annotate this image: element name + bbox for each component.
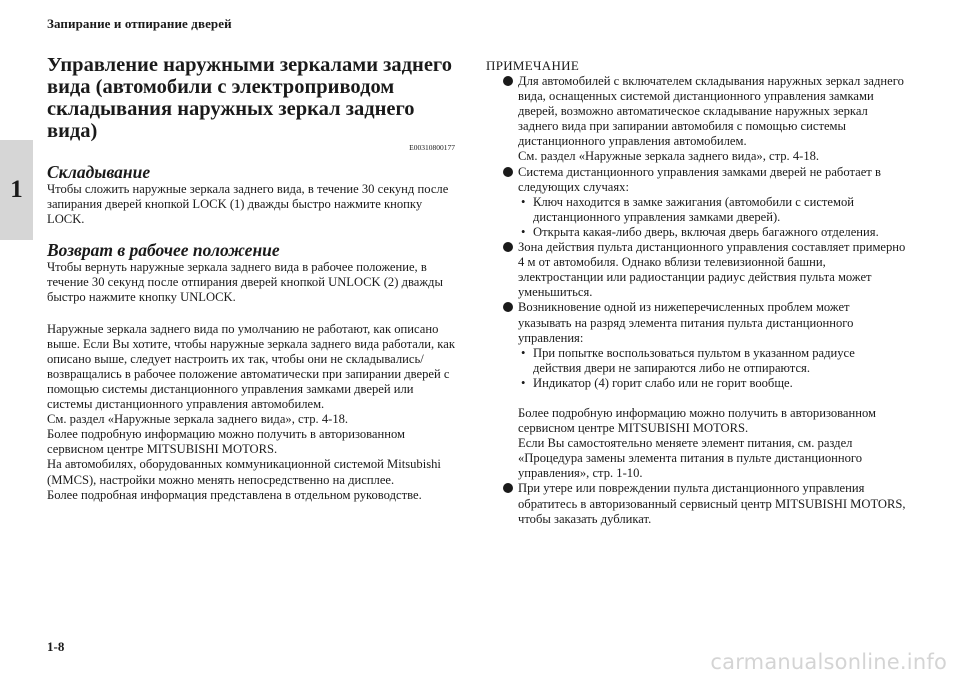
note-item — [486, 481, 906, 526]
chapter-number: 1 — [10, 176, 23, 203]
sub-list-item: • При попытке воспользоваться пультом в указанном радиусе действия двери не запираются либо не отпираются. — [521, 345, 855, 375]
reference-paragraph: См. раздел «Наружные зеркала заднего вида», стр. 4-18. — [47, 412, 349, 427]
return-text: Чтобы вернуть наружные зеркала заднего вида в рабочее положение, в течение 30 секунд после отпирания дверей кнопкой UNLOCK (2) дважды быстро нажмите кнопку UNLOCK. — [47, 260, 443, 305]
note-text: Для автомобилей с включателем складывания наружных зеркал заднего вида, оснащенных системой дистанционного управления замками дверей, возможно автоматическое складывание наружных зеркал заднего вида при запирании автомобиля с помощью системы дистанционного управления автомобилем. — [518, 74, 904, 149]
section-heading: Управление наружными зеркалами заднего вида (автомобили с электроприводом складывания наружных зеркал заднего вида) — [47, 54, 452, 142]
note-text: Система дистанционного управления замками дверей не работает в следующих случаях: — [518, 164, 881, 194]
note-reference: См. раздел «Наружные зеркала заднего вида», стр. 4-18. — [518, 149, 820, 164]
sub-list-item: • Ключ находится в замке зажигания (автомобили с системой дистанционного управления замками дверей). — [521, 194, 855, 224]
subsection-folding-title: Складывание — [47, 162, 151, 182]
manual-paragraph: Более подробная информация представлена в отдельном руководстве. — [47, 487, 422, 502]
note-title: ПРИМЕЧАНИЕ — [486, 58, 580, 73]
note-text: Возникновение одной из нижеперечисленных проблем может указывать на разряд элемента питания пульта дистанционного управления: — [518, 300, 854, 345]
sub-list-item: • Индикатор (4) горит слабо или не горит вообще. — [521, 375, 793, 390]
note-item — [486, 300, 906, 481]
left-column — [47, 54, 455, 503]
note-text: Зона действия пульта дистанционного управления составляет примерно 4 м от автомобиля. Однако вблизи телевизионной башни, электростанции или радиостанции радиус действия пульта может уменьшиться. — [518, 240, 906, 300]
watermark: carmanualsonline.info — [710, 650, 947, 674]
bullet-icon — [503, 76, 513, 86]
mmcs-paragraph: На автомобилях, оборудованных коммуникационной системой Mitsubishi (MMCS), настройки можно менять непосредственно на дисплее. — [47, 457, 441, 487]
sub-list — [518, 346, 906, 391]
service-paragraph: Более подробную информацию можно получить в авторизованном сервисном центре MITSUBISHI MOTORS. — [47, 427, 406, 457]
running-header: Запирание и отпирание дверей — [47, 16, 232, 31]
sub-list — [518, 195, 906, 240]
note-extra-battery: Если Вы самостоятельно меняете элемент питания, см. раздел «Процедура замены элемента питания в пульте дистанционного управления», стр. 1-10. — [518, 436, 863, 481]
note-text: При утере или повреждении пульта дистанционного управления обратитесь в авторизованный сервисный центр MITSUBISHI MOTORS, чтобы заказать дубликат. — [518, 481, 906, 526]
bullet-icon — [503, 483, 513, 493]
folding-text: Чтобы сложить наружные зеркала заднего вида, в течение 30 секунд после запирания дверей кнопкой LOCK (1) дважды быстро нажмите кнопку LOCK. — [47, 182, 449, 227]
page-number: 1-8 — [47, 639, 65, 654]
default-behavior-paragraph: Наружные зеркала заднего вида по умолчанию не работают, как описано выше. Если Вы хотите, чтобы наружные зеркала заднего вида работали, как описано выше, следует настроить их так, чтобы они не складывались/возвращались в рабочее положение автоматически при запирании дверей с помощью системы дистанционного управления замками дверей или системы дистанционного управления автомобилем. — [47, 321, 455, 412]
document-code: E00310800177 — [409, 143, 455, 152]
note-column — [486, 58, 906, 527]
note-extra-service: Более подробную информацию можно получить в авторизованном сервисном центре MITSUBISHI MOTORS. — [518, 405, 877, 436]
bullet-icon — [503, 302, 513, 312]
note-item — [486, 165, 906, 240]
sub-list-item: • Открыта какая-либо дверь, включая дверь багажного отделения. — [521, 224, 879, 239]
bullet-icon — [503, 167, 513, 177]
note-item — [486, 240, 906, 300]
chapter-tab — [0, 140, 33, 240]
note-item — [486, 74, 906, 165]
bullet-icon — [503, 242, 513, 252]
subsection-return-title: Возврат в рабочее положение — [47, 240, 280, 261]
